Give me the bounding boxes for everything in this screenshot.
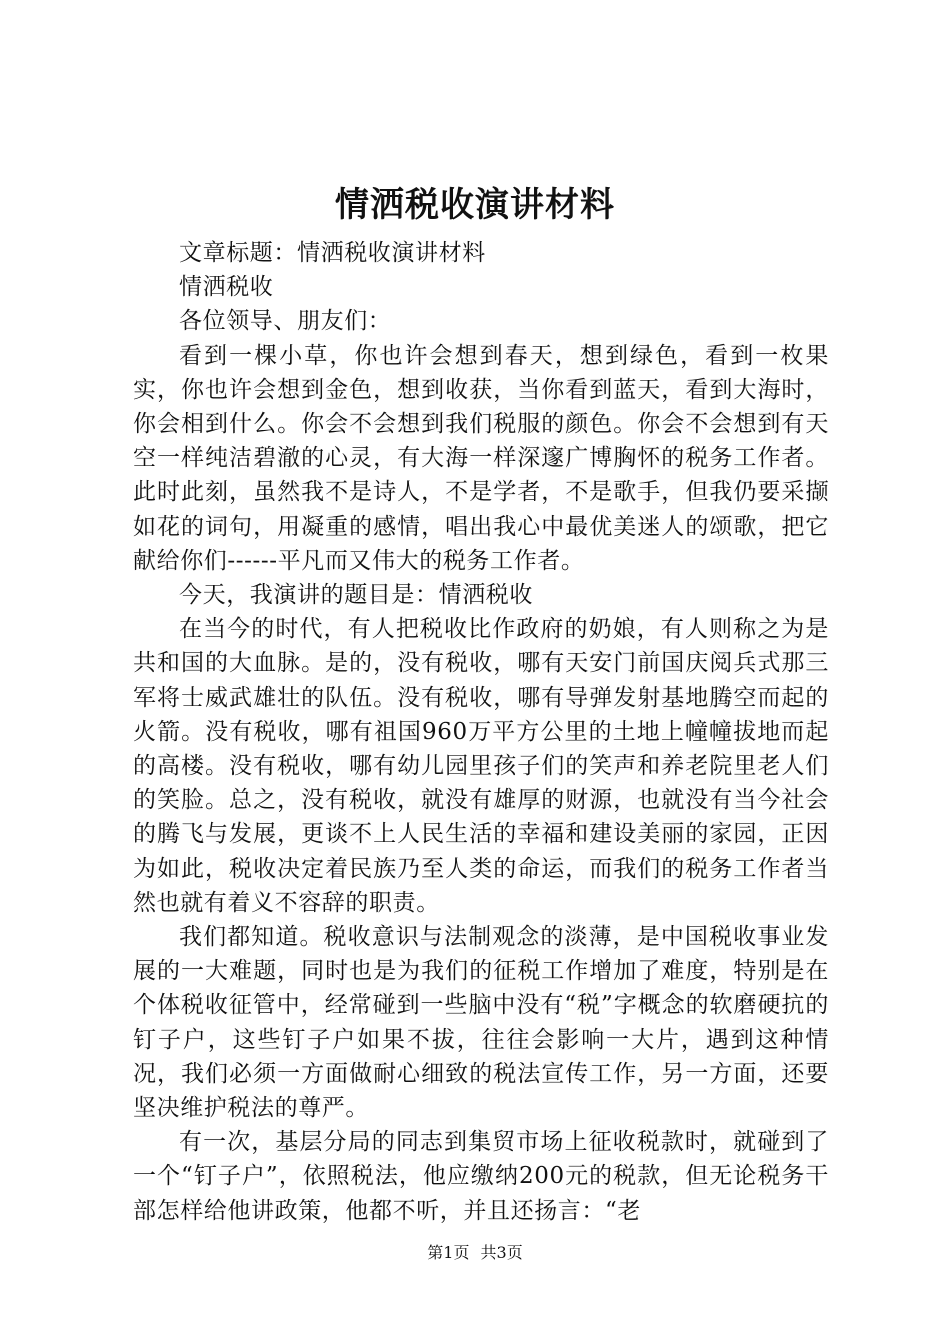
page-total: 共3页 [480,1243,523,1262]
article-title-line: 文章标题：情洒税收演讲材料 [179,240,486,266]
document-body [133,236,829,1228]
paragraph: 看到一棵小草，你也许会想到春天，想到绿色，看到一枚果实，你也许会想到金色，想到收获，当你看到蓝天，看到大海时，你会相到什么。你会不会想到我们税服的颜色。你会不会想到有天空一样纯洁碧澈的心灵，有大海一样深邃广博胸怀的税务工作者。此时此刻，虽然我不是诗人，不是学者，不是歌手，但我仍要采撷如花的词句，用凝重的感情，唱出我心中最优美迷人的颂歌，把它献给你们------平凡而又伟大的税务工作者。 [133,342,829,574]
paragraph: 我们都知道。税收意识与法制观念的淡薄，是中国税收事业发展的一大难题，同时也是为我们的征税工作增加了难度，特别是在个体税收征管中，经常碰到一些脑中没有“税”字概念的软磨硬抗的钉子户，这些钉子户如果不拔，往往会影响一大片，遇到这种情况，我们必须一方面做耐心细致的税法宣传工作，另一方面，还要坚决维护税法的尊严。 [133,924,829,1122]
page-number: 第1页 [427,1243,470,1262]
paragraph: 今天，我演讲的题目是：情洒税收 [179,582,533,609]
salutation: 各位领导、朋友们： [179,308,392,335]
paragraph: 在当今的时代，有人把税收比作政府的奶娘，有人则称之为是共和国的大血脉。是的，没有税收，哪有天安门前国庆阅兵式那三军将士威武雄壮的队伍。没有税收，哪有导弹发射基地腾空而起的火箭。没有税收，哪有祖国960万平方公里的土地上幢幢拔地而起的高楼。没有税收，哪有幼儿园里孩子们的笑声和养老院里老人们的笑脸。总之，没有税收，就没有雄厚的财源，也就没有当今社会的腾飞与发展，更谈不上人民生活的幸福和建设美丽的家园，正因为如此，税收决定着民族乃至人类的命运，而我们的税务工作者当然也就有着义不容辞的职责。 [133,616,829,916]
paragraph: 有一次，基层分局的同志到集贸市场上征收税款时，就碰到了一个“钉子户”，依照税法，他应缴纳200元的税款，但无论税务干部怎样给他讲政策，他都不听，并且还扬言：“老 [133,1129,829,1224]
speech-heading: 情洒税收 [179,274,274,301]
document-title: 情洒税收演讲材料 [335,185,615,225]
page-footer [0,1242,950,1264]
